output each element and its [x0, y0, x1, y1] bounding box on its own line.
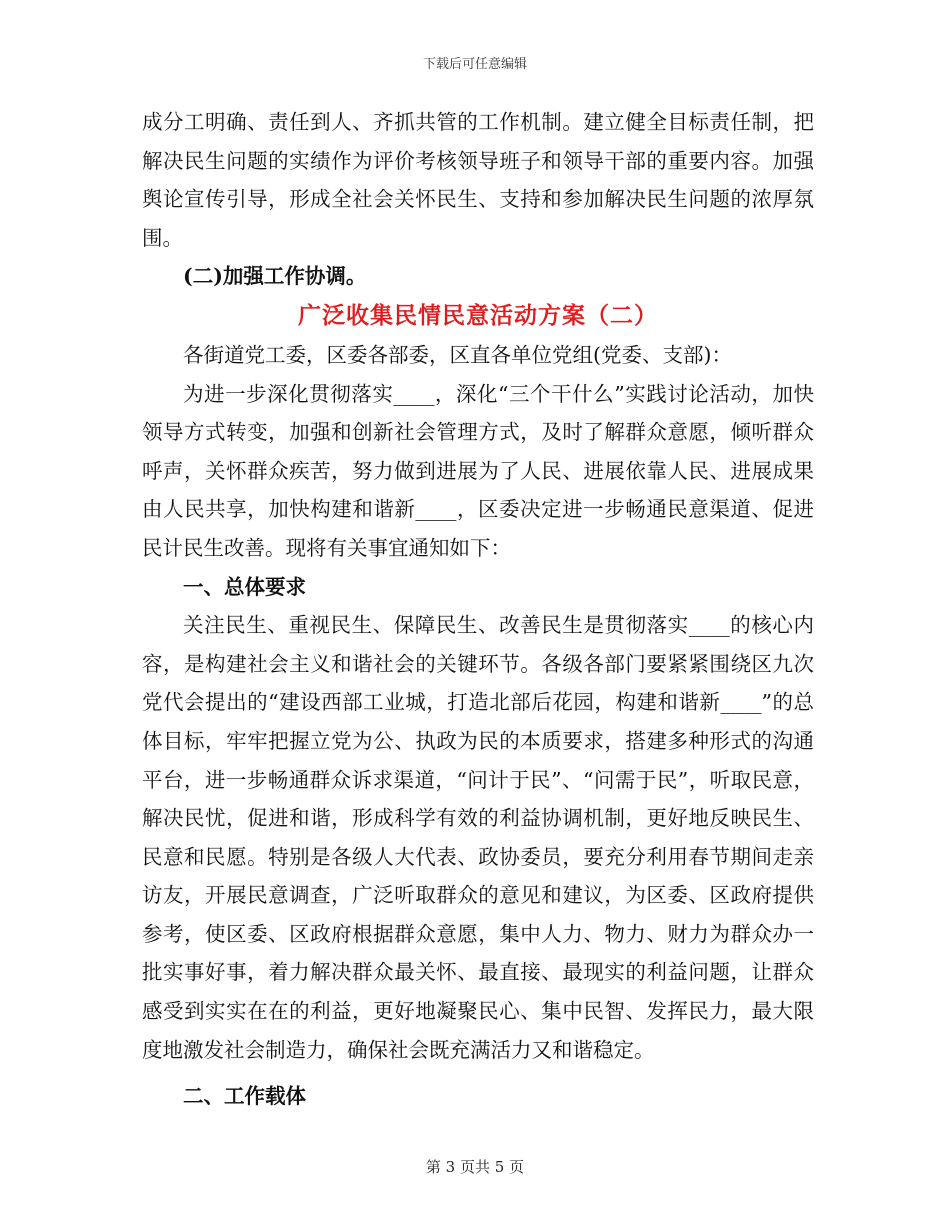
heading-strengthen-coordination: (二)加强工作协调。	[183, 264, 367, 289]
heading-work-carriers: 二、工作载体	[183, 1084, 306, 1109]
page-footer: 第 3 页共 5 页	[425, 1158, 525, 1176]
paragraph-addressees: 各街道党工委，区委各部委，区直各单位党组(党委、支部)：	[183, 342, 732, 367]
heading-overall-requirements: 一、总体要求	[183, 574, 306, 599]
document-body	[142, 103, 814, 1116]
paragraph-overall-requirements: 关注民生、重视民生、保障民生、改善民生是贯彻落实____的核心内容，是构建社会主义和谐社会的关键环节。各级各部门要紧紧围绕区九次党代会提出的“建设西部工业城，打造北部后花园，构建和谐新____”的总体目标，牢牢把握立党为公、执政为民的本质要求，搭建多种形式的沟通平台，进一步畅通群众诉求渠道，“问计于民”、“问需于民”，听取民意，解决民忧，促进和谐，形成科学有效的利益协调机制，更好地反映民生、民意和民愿。特别是各级人大代表、政协委员，要充分利用春节期间走亲访友，开展民意调查，广泛听取群众的意见和建议，为区委、区政府提供参考，使区委、区政府根据群众意愿，集中人力、物力、财力为群众办一批实事好事，着力解决群众最关怀、最直接、最现实的利益问题，让群众感受到实实在在的利益，更好地凝聚民心、集中民智、发挥民力，最大限度地激发社会制造力，确保社会既充满活力又和谐稳定。	[142, 613, 814, 1062]
paragraph-introduction: 为进一步深化贯彻落实____，深化“三个干什么”实践讨论活动，加快领导方式转变，加强和创新社会管理方式，及时了解群众意愿，倾听群众呼声，关怀群众疾苦，努力做到进展为了人民、进展依靠人民、进展成果由人民共享，加快构建和谐新____，区委决定进一步畅通民意渠道、促进民计民生改善。现将有关事宜通知如下：	[142, 381, 814, 560]
page-header: 下载后可任意编辑	[422, 57, 527, 72]
paragraph-continuation: 成分工明确、责任到人、齐抓共管的工作机制。建立健全目标责任制，把解决民生问题的实绩作为评价考核领导班子和领导干部的重要内容。加强舆论宣传引导，形成全社会关怀民生、支持和参加解决民生问题的浓厚氛围。	[142, 110, 814, 250]
document-title: 广泛收集民情民意活动方案（二）	[298, 302, 658, 329]
